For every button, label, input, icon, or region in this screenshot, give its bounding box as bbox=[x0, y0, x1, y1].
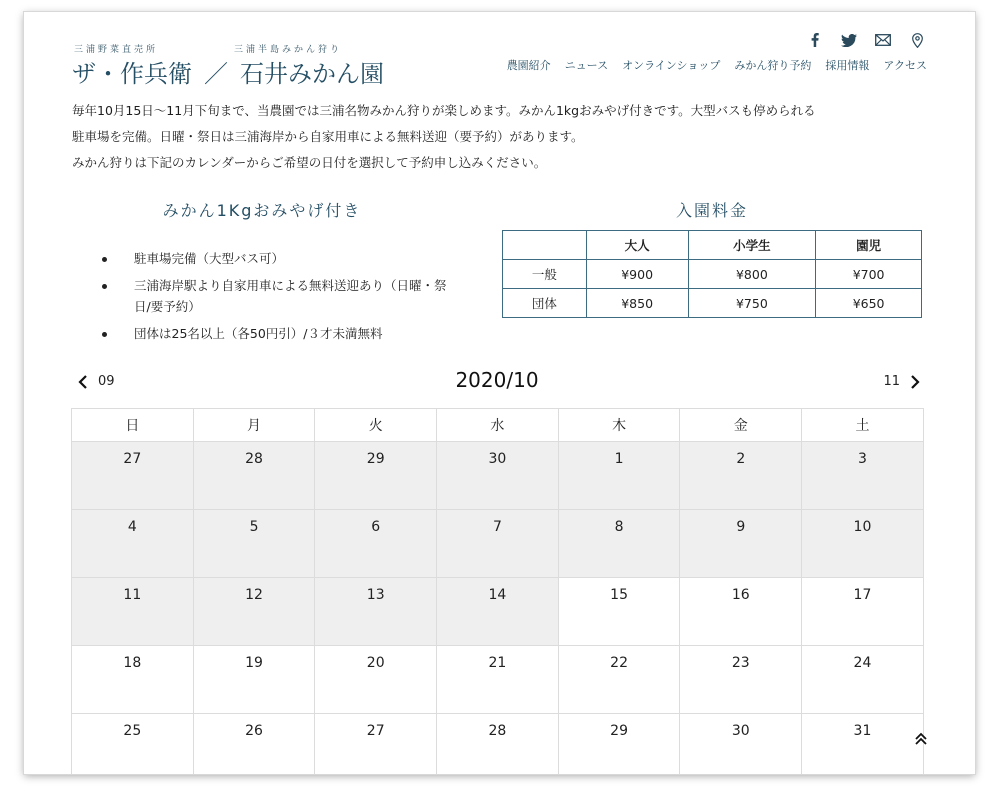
calendar-day-unavailable: 1 bbox=[558, 442, 680, 510]
table-row bbox=[503, 289, 922, 318]
calendar-grid bbox=[71, 408, 924, 774]
calendar-day[interactable]: 25 bbox=[72, 714, 194, 775]
calendar-title: 2020/10 bbox=[455, 368, 539, 392]
map-pin-icon[interactable] bbox=[909, 32, 925, 48]
table-cell: 一般 bbox=[503, 260, 587, 289]
calendar-day-unavailable: 29 bbox=[315, 442, 437, 510]
calendar-day-unavailable: 7 bbox=[437, 510, 559, 578]
intro-line: 駐車場を完備。日曜・祭日は三浦海岸から自家用車による無料送迎（要予約）があります。 bbox=[72, 129, 584, 144]
main-nav bbox=[507, 57, 927, 73]
calendar-week-row bbox=[72, 714, 924, 775]
calendar-day-unavailable: 6 bbox=[315, 510, 437, 578]
calendar-day-unavailable: 3 bbox=[802, 442, 924, 510]
next-month-button[interactable] bbox=[883, 374, 920, 389]
list-item: 駐車場完備（大型バス可） bbox=[102, 248, 462, 269]
twitter-icon[interactable] bbox=[841, 32, 857, 48]
calendar-week-row bbox=[72, 510, 924, 578]
weekday-thu: 木 bbox=[558, 409, 680, 442]
calendar-day-unavailable: 12 bbox=[193, 578, 315, 646]
table-cell: ¥900 bbox=[586, 260, 688, 289]
calendar-day[interactable]: 18 bbox=[72, 646, 194, 714]
table-cell: 団体 bbox=[503, 289, 587, 318]
nav-online-shop[interactable]: オンラインショップ bbox=[622, 59, 721, 72]
table-cell: ¥750 bbox=[688, 289, 816, 318]
weekday-fri: 金 bbox=[680, 409, 802, 442]
calendar-day[interactable]: 29 bbox=[558, 714, 680, 775]
table-header-cell: 大人 bbox=[586, 231, 688, 260]
table-header-cell bbox=[503, 231, 587, 260]
calendar-week-row bbox=[72, 442, 924, 510]
calendar-day-unavailable: 11 bbox=[72, 578, 194, 646]
prev-month-label: 09 bbox=[98, 374, 115, 389]
calendar-day-unavailable: 28 bbox=[193, 442, 315, 510]
brand-subtitle-left: 三浦野菜直売所 bbox=[74, 45, 159, 55]
calendar-header bbox=[72, 368, 922, 398]
calendar-day[interactable]: 27 bbox=[315, 714, 437, 775]
nav-recruit[interactable]: 採用情報 bbox=[825, 59, 870, 72]
weekday-wed: 水 bbox=[437, 409, 559, 442]
brand-subtitle-right: 三浦半島みかん狩り bbox=[234, 45, 343, 55]
calendar-day-unavailable: 9 bbox=[680, 510, 802, 578]
calendar-day-unavailable: 4 bbox=[72, 510, 194, 578]
nav-farm-intro[interactable]: 農園紹介 bbox=[506, 59, 551, 72]
mail-icon[interactable] bbox=[875, 32, 891, 48]
table-cell: ¥700 bbox=[816, 260, 922, 289]
table-row bbox=[503, 260, 922, 289]
calendar-day-unavailable: 2 bbox=[680, 442, 802, 510]
table-cell: ¥850 bbox=[586, 289, 688, 318]
nav-access[interactable]: アクセス bbox=[883, 59, 927, 72]
facebook-icon[interactable] bbox=[807, 32, 823, 48]
site-logo[interactable] bbox=[72, 54, 384, 89]
calendar-day[interactable]: 21 bbox=[437, 646, 559, 714]
features-title: みかん1Kgおみやげ付き bbox=[162, 201, 362, 220]
weekday-row bbox=[72, 409, 924, 442]
table-header-cell: 小学生 bbox=[688, 231, 816, 260]
nav-reservation[interactable]: みかん狩り予約 bbox=[734, 59, 812, 72]
logo-title-left: ザ・作兵衛 bbox=[72, 60, 192, 88]
table-cell: ¥650 bbox=[816, 289, 922, 318]
chevron-right-icon bbox=[910, 375, 920, 389]
calendar-week-row bbox=[72, 578, 924, 646]
intro-line: 毎年10月15日〜11月下旬まで、当農園では三浦名物みかん狩りが楽しめます。みかん1kgおみやげ付きです。大型バスも停められる bbox=[72, 103, 816, 118]
calendar-day-unavailable: 5 bbox=[193, 510, 315, 578]
calendar-day[interactable]: 26 bbox=[193, 714, 315, 775]
calendar-day-unavailable: 10 bbox=[802, 510, 924, 578]
weekday-sat: 土 bbox=[802, 409, 924, 442]
calendar-day-unavailable: 14 bbox=[437, 578, 559, 646]
intro-text bbox=[72, 98, 942, 176]
fees-table bbox=[502, 230, 922, 318]
calendar-day[interactable]: 20 bbox=[315, 646, 437, 714]
weekday-mon: 月 bbox=[193, 409, 315, 442]
calendar-day-unavailable: 13 bbox=[315, 578, 437, 646]
intro-line: みかん狩りは下記のカレンダーからご希望の日付を選択して予約申し込みください。 bbox=[72, 155, 547, 170]
list-item: 団体は25名以上（各50円引）/３才未満無料 bbox=[102, 323, 462, 344]
calendar-day[interactable]: 31 bbox=[802, 714, 924, 775]
calendar-day[interactable]: 16 bbox=[680, 578, 802, 646]
page-frame bbox=[24, 12, 975, 774]
calendar-day[interactable]: 28 bbox=[437, 714, 559, 775]
calendar-day-unavailable: 30 bbox=[437, 442, 559, 510]
weekday-sun: 日 bbox=[72, 409, 194, 442]
calendar-body bbox=[72, 442, 924, 775]
logo-separator: ／ bbox=[204, 60, 228, 88]
nav-news[interactable]: ニュース bbox=[564, 59, 609, 72]
social-links bbox=[807, 32, 925, 48]
calendar-day[interactable]: 19 bbox=[193, 646, 315, 714]
table-cell: ¥800 bbox=[688, 260, 816, 289]
table-header-row bbox=[503, 231, 922, 260]
calendar-day[interactable]: 17 bbox=[802, 578, 924, 646]
table-header-cell: 園児 bbox=[816, 231, 922, 260]
calendar-day[interactable]: 30 bbox=[680, 714, 802, 775]
weekday-tue: 火 bbox=[315, 409, 437, 442]
calendar-day[interactable]: 22 bbox=[558, 646, 680, 714]
calendar-day-unavailable: 8 bbox=[558, 510, 680, 578]
features-list bbox=[102, 248, 462, 350]
calendar-week-row bbox=[72, 646, 924, 714]
calendar-day-unavailable: 27 bbox=[72, 442, 194, 510]
calendar-day[interactable]: 24 bbox=[802, 646, 924, 714]
list-item: 三浦海岸駅より自家用車による無料送迎あり（日曜・祭日/要予約） bbox=[102, 275, 462, 317]
double-chevron-up-icon bbox=[910, 728, 932, 750]
back-to-top-button[interactable] bbox=[910, 728, 932, 750]
fees-title: 入園料金 bbox=[675, 201, 748, 220]
calendar-day[interactable]: 15 bbox=[558, 578, 680, 646]
next-month-label: 11 bbox=[883, 374, 900, 389]
calendar-day[interactable]: 23 bbox=[680, 646, 802, 714]
logo-title-right: 石井みかん園 bbox=[240, 60, 384, 88]
